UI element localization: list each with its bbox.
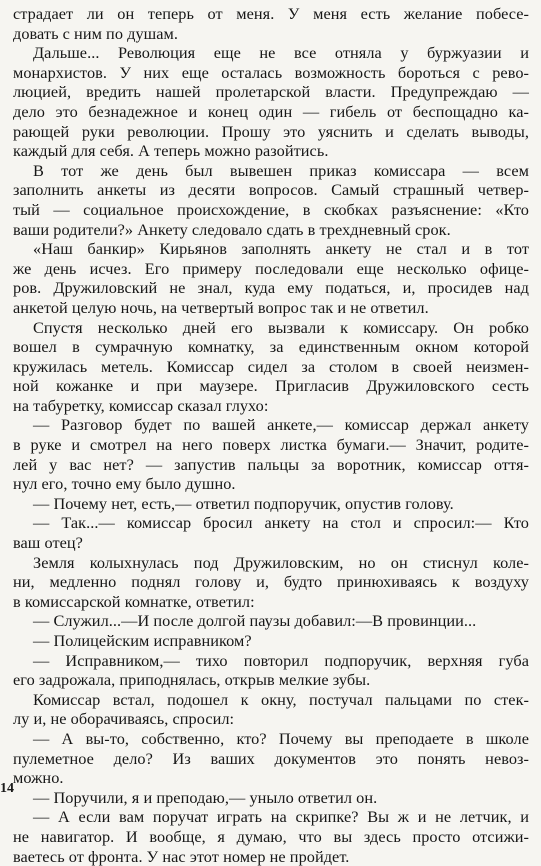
text-line: Спустя несколько дней его вызвали к комиссару. Он робко bbox=[33, 317, 529, 337]
text-line: нул его, точно ему было душно. bbox=[13, 474, 236, 494]
text-line: ров. Дружиловский не знал, куда ему податься, и, просидев над bbox=[13, 278, 529, 298]
text-line: — Исправником,— тихо повторил подпоручик, верхняя губа bbox=[33, 650, 529, 670]
text-line: монархистов. У них еще осталась возможность бороться с рево- bbox=[13, 62, 529, 82]
text-line: Дальше... Революция еще не все отняла у буржуазии и bbox=[33, 43, 529, 63]
page-number: 14 bbox=[0, 781, 14, 796]
text-line: — Полицейским исправником? bbox=[33, 631, 252, 650]
text-line: «Наш банкир» Кирьянов заполнять анкету не стал и в тот bbox=[33, 239, 529, 259]
text-line: рающей руки революции. Прошу это уяснить и сделать выводы, bbox=[13, 121, 529, 141]
paragraph bbox=[13, 690, 529, 729]
text-line: страдает ли он теперь от меня. У меня есть желание побесе- bbox=[13, 4, 529, 23]
text-line: — Разговор будет по вашей анкете,— комиссар держал анкету bbox=[33, 415, 529, 435]
paragraph bbox=[13, 4, 529, 43]
text-line: же день исчез. Его примеру последовали еще несколько офице- bbox=[13, 258, 529, 278]
paragraph bbox=[13, 161, 529, 239]
text-line: тый — социальное происхождение, в скобках разъяснение: «Кто bbox=[13, 199, 529, 219]
text-line: лей у вас нет? — запустив пальцы за воротник, комиссар оття- bbox=[13, 454, 529, 474]
text-line: можно. bbox=[13, 768, 64, 788]
text-line: ной кожанке и при маузере. Пригласив Дружиловского сесть bbox=[13, 376, 529, 396]
paragraph bbox=[13, 43, 529, 161]
text-line: его задрожала, приподнялась, открыв мелкие зубы. bbox=[13, 670, 371, 690]
text-line: Земля колыхнулась под Дружиловским, но он стиснул коле- bbox=[33, 552, 529, 572]
text-line: — Так...— комиссар бросил анкету на стол и спросил:— Кто bbox=[33, 513, 529, 533]
text-line: анкетой целую ночь, на четвертый вопрос так и не ответил. bbox=[13, 297, 429, 317]
text-line: вошел в сумрачную комнатку, за единственным окном которой bbox=[13, 337, 529, 357]
paragraph bbox=[13, 807, 529, 866]
page-text-body bbox=[13, 4, 529, 866]
text-line: Комиссар встал, подошел к окну, постучал пальцами по стек- bbox=[33, 689, 529, 709]
text-line: — Почему нет, есть,— ответил подпоручик, опустив голову. bbox=[33, 493, 454, 513]
text-line: не навигатор. И вообще, я думаю, что вы здесь просто отсижи- bbox=[13, 826, 529, 846]
paragraph bbox=[13, 611, 529, 631]
paragraph bbox=[13, 729, 529, 788]
text-line: — Служил...—И после долгой паузы добавил:—В провинции... bbox=[33, 611, 477, 631]
text-line: — Поручили, я и преподаю,— уныло ответил он. bbox=[33, 787, 378, 807]
text-line: ваетесь от фронта. У нас этот номер не пройдет. bbox=[13, 846, 350, 866]
text-line: заполнить анкеты из десяти вопросов. Самый страшный четвер- bbox=[13, 180, 529, 200]
paragraph bbox=[13, 239, 529, 317]
text-line: на табуретку, комиссар сказал глухо: bbox=[13, 395, 269, 415]
paragraph bbox=[13, 318, 529, 416]
text-line: дело это безнадежное и конец один — гибель от беспощадно ка- bbox=[13, 101, 529, 121]
text-line: люцией, вредить нашей пролетарской власти. Предупреждаю — bbox=[13, 82, 529, 102]
text-line: в комиссарской комнатке, ответил: bbox=[13, 591, 255, 611]
text-line: кружилась метель. Комиссар сидел за столом в своей неизмен- bbox=[13, 356, 529, 376]
paragraph bbox=[13, 631, 529, 651]
text-line: — А если вам поручат играть на скрипке? Вы ж и не летчик, и bbox=[33, 807, 529, 827]
text-line: ваш отец? bbox=[13, 533, 83, 553]
text-line: — А вы-то, собственно, кто? Почему вы преподаете в школе bbox=[33, 728, 529, 748]
text-line: каждый для себя. А теперь можно разойтись. bbox=[13, 141, 329, 161]
paragraph bbox=[13, 651, 529, 690]
text-line: В тот же день был вывешен приказ комиссара — всем bbox=[33, 160, 529, 180]
text-line: лу и, не оборачиваясь, спросил: bbox=[13, 709, 235, 729]
text-line: ваши родители?» Анкету следовало сдать в трехдневный срок. bbox=[13, 219, 451, 239]
text-line: ни, медленно поднял голову и, будто принюхиваясь к воздуху bbox=[13, 572, 529, 592]
text-line: в руке и смотрел на него поверх листка бумаги.— Значит, родите- bbox=[13, 435, 529, 455]
paragraph bbox=[13, 513, 529, 552]
paragraph bbox=[13, 415, 529, 493]
paragraph bbox=[13, 494, 529, 514]
book-page bbox=[13, 4, 529, 866]
paragraph bbox=[13, 788, 529, 808]
text-line: довать с ним по душам. bbox=[13, 23, 178, 43]
paragraph bbox=[13, 553, 529, 612]
text-line: пулеметное дело? Из ваших документов это понять невоз- bbox=[13, 748, 529, 768]
